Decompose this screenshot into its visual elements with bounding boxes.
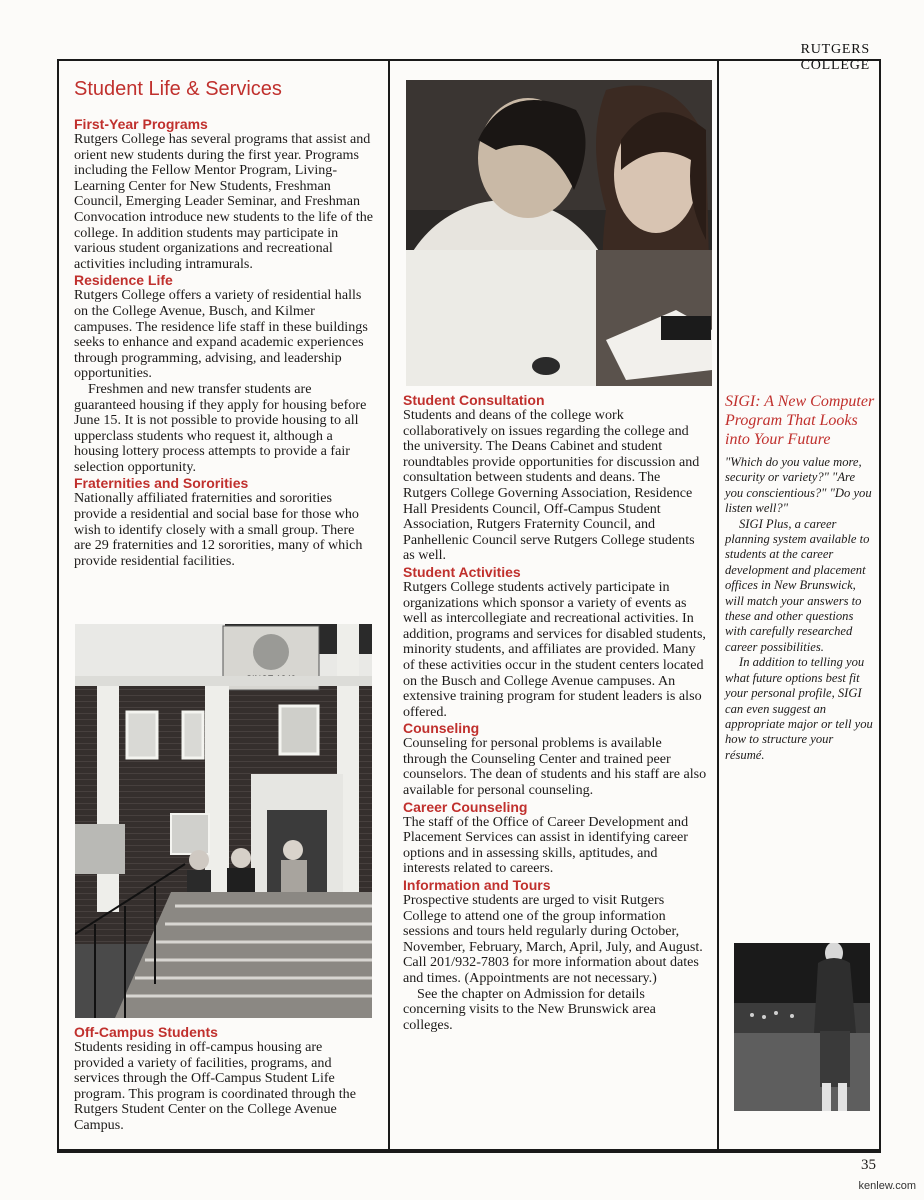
sidebar-quote: "Which do you value more, security or variety?" "Are you conscientious?" "Do you listen well?" — [725, 455, 872, 516]
column-left — [74, 78, 374, 569]
watermark: kenlew.com — [858, 1180, 916, 1192]
body-residence-life-1: Rutgers College offers a variety of residential halls on the College Avenue, Busch, and Kilmer campuses. The residence life staff in these buildings seeks to enhance and expand academic experiences through programming, advising, and leadership opportunities. — [74, 287, 368, 382]
heading-student-consultation: Student Consultation — [403, 392, 545, 408]
body-counseling: Counseling for personal problems is available through the Counseling Center and trained peer counselors. The dean of students and his staff are also available for personal counseling. — [403, 735, 707, 799]
body-residence-life-2: Freshmen and new transfer students are guaranteed housing if they apply for housing before June 15. It is not possible to provide housing to all upperclass students who request it, although a housing lottery process attempts to provide a fair selection opportunity. — [74, 380, 367, 475]
heading-off-campus: Off-Campus Students — [74, 1024, 218, 1040]
sidebar-body-2: In addition to telling you what future options best fit your personal profile, SIGI can even suggest an appropriate major or tell you how to structure your résumé. — [725, 655, 873, 762]
column-rule-left — [388, 59, 390, 1151]
heading-counseling: Counseling — [403, 720, 480, 737]
heading-fraternities: Fraternities and Sororities — [74, 475, 249, 492]
body-off-campus: Students residing in off-campus housing are provided a variety of facilities, programs, and services through the Off-Campus Student Life program. This program is coordinated through the Rutgers Student Center on the College Avenue Campus. — [74, 1039, 356, 1133]
body-student-consultation: Students and deans of the college work collaboratively on issues regarding the college and the university. The Deans Cabinet and student roundtables provide opportunities for discussion and consultation between students and deans. The Rutgers College Governing Association, Residence Hall Presidents Council, Off-Campus Student Association, Rutgers Fraternity Council, and Panhellenic Council serve Rutgers College students as well. — [403, 407, 700, 564]
body-first-year: Rutgers College has several programs that assist and orient new students during the first year. Programs including the Fellow Mentor Program, Living-Learning Center for New Students, Freshman Council, Emerging Leader Seminar, and Freshman Convocation introduce new students to the life of the college. In addition students may participate in various student organizations and recreational activities including intramurals. — [74, 131, 374, 272]
body-student-activities: Rutgers College students actively participate in organizations which sponsor a variety of events as well as intercollegiate and recreational activities. In addition, programs and services for disabled students, minority students, and affiliates are provided. Many of these activities occur in the student centers located on the Busch and College Avenue campuses. An extensive training program for student leaders is also offered. — [403, 578, 706, 720]
page-title: Student Life & Services — [74, 78, 282, 100]
sidebar-body-1: SIGI Plus, a career planning system available to students at the career development and placement offices in New Brunswick, will match your answers to these and other questions with carefully researched career possibilities. — [725, 516, 870, 654]
sidebar-title: SIGI: A New Computer Program That Looks into Your Future — [725, 393, 875, 448]
column-middle — [403, 392, 707, 1033]
body-career-counseling: The staff of the Office of Career Development and Placement Services can assist in identifying career options and in assessing skills, aptitudes, and interests related to careers. — [403, 813, 689, 877]
body-information-tours-1: Prospective students are urged to visit Rutgers College to attend one of the group information sessions and tours held regularly during October, November, February, March, April, July, and August. Call 201/932-7803 for more information about dates and times. (Appointments are not necessary.) — [403, 892, 703, 986]
body-fraternities: Nationally affiliated fraternities and sororities provide a residential and social base for those who wish to identify closely with a small group. There are 29 fraternities and 12 sororities, many of which provide residential facilities. — [74, 490, 363, 569]
column-left-bottom — [74, 1024, 374, 1134]
heading-career-counseling: Career Counseling — [403, 798, 528, 815]
running-head: RUTGERS COLLEGE — [800, 42, 870, 73]
page-number: 35 — [861, 1157, 876, 1173]
residence-hall-photo — [75, 624, 372, 1018]
heading-first-year: First-Year Programs — [74, 116, 208, 132]
heading-student-activities: Student Activities — [403, 563, 521, 580]
heading-information-tours: Information and Tours — [403, 877, 551, 894]
column-rule-right — [717, 59, 719, 1151]
bottom-rule — [57, 1151, 881, 1153]
sigi-sidebar — [725, 392, 875, 763]
heading-residence-life: Residence Life — [74, 272, 173, 289]
sports-field-photo — [734, 943, 870, 1111]
students-reading-photo — [406, 80, 712, 386]
body-information-tours-2: See the chapter on Admission for details concerning visits to the New Brunswick area colleges. — [403, 985, 656, 1033]
